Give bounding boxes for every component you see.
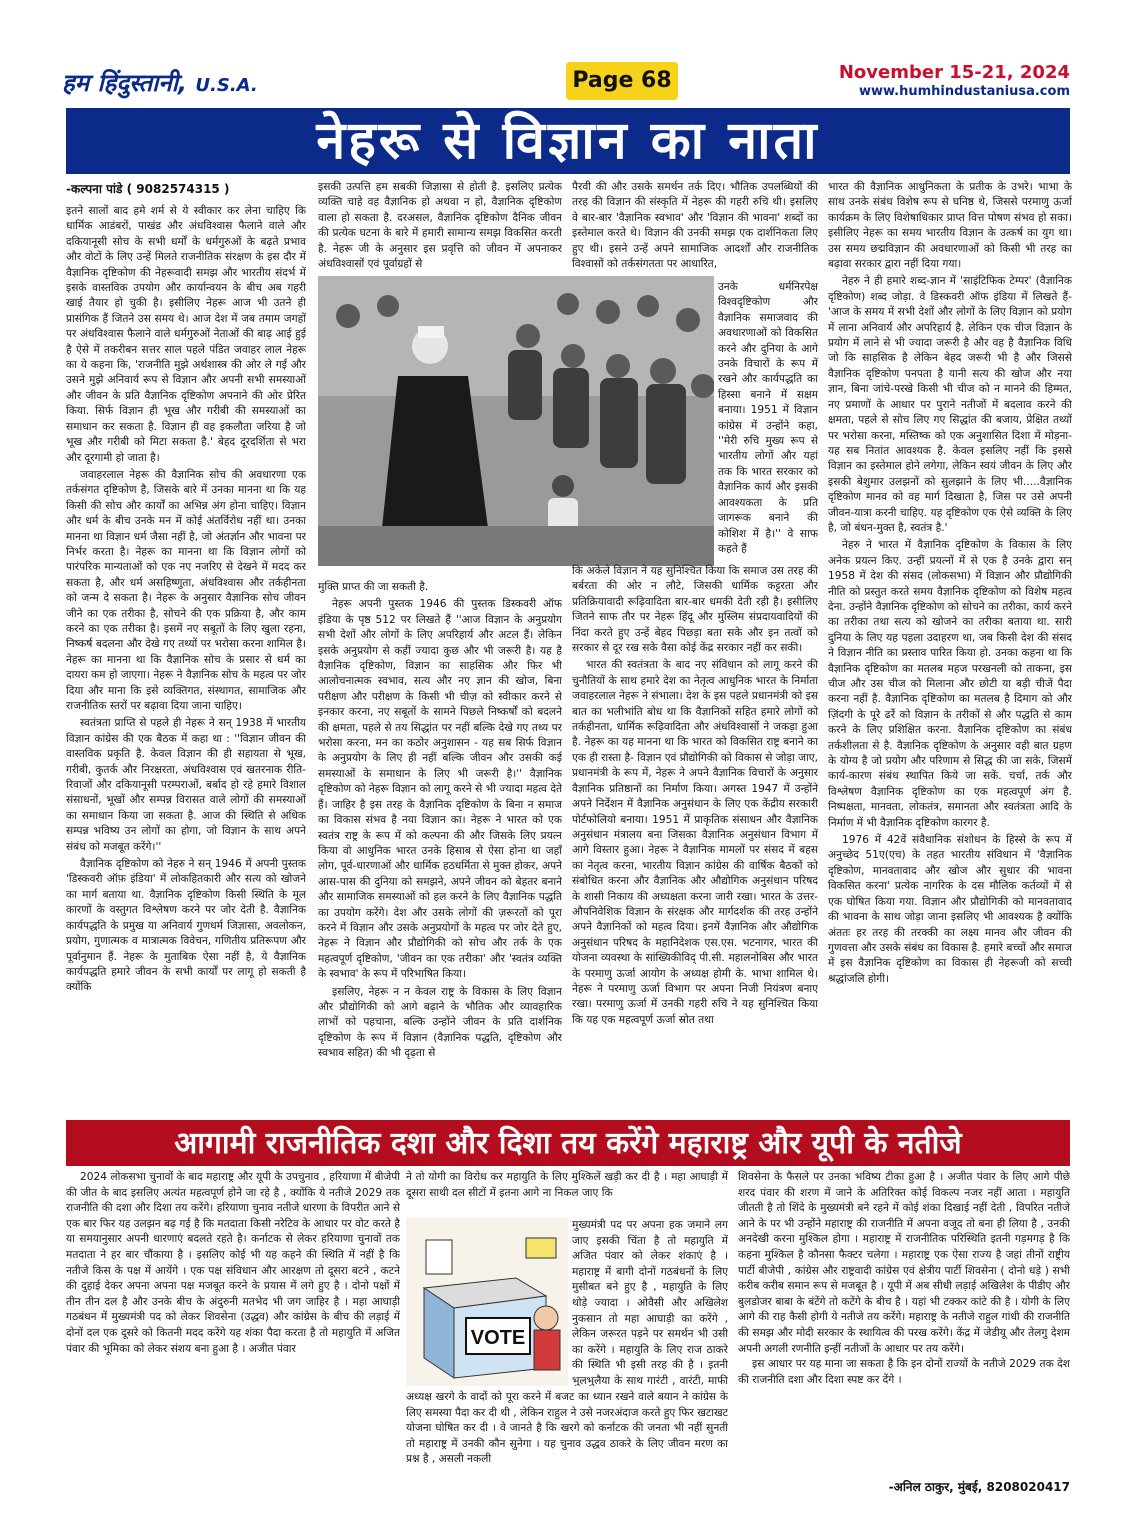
photo-illustration — [318, 276, 714, 566]
paragraph: वैज्ञानिक दृष्टिकोण को नेहरु ने सन् 1946 में अपनी पुस्तक 'डिस्कवरी ऑफ़ इंडिया' में लोकहितकारी और सत्य को खोजने का मार्ग बताया था. वैज्ञानिक दृष्टिकोण किसी स्थिति के मूल कारणों के वस्तुगत विश्लेषण करने पर जोर देती है. वैज्ञानिक कार्यपद्धति के प्रमुख या अनिवार्य गुणधर्म जिज्ञासा, अवलोकन, प्रयोग, गुणात्मक व मात्रात्मक विवेचन, गणितीय प्रतिरूपण और पूर्वानुमान हैं. नेहरू के मुताबिक ऐसा नहीं है, ये वैज्ञानिक कार्यपद्धति हमारे जीवन के सभी कार्यों पर लागू हो सकती है क्योंकि — [66, 858, 306, 994]
nehru-with-children-photo — [318, 276, 714, 566]
paragraph: जवाहरलाल नेहरू की वैज्ञानिक सोच की अवधारणा एक तर्कसंगत दृष्टिकोण है, जिसके बारे में उनका मानना था कि यह किसी की सोच और कार्यों का अभिन्न अंग होना चाहिए। विज्ञान और धर्म के बीच उनके मन में कोई अंतर्विरोध नहीं था। उनका मानना था विज्ञान धर्म जैसा नहीं है, जो अंतर्ज्ञान और भावना पर निर्भर करता है। नेहरू का मानना था कि विज्ञान लोगों को पारंपरिक मान्यताओं को एक नए नजरिए से देखने में मदद कर सकता है, और धर्म असहिष्णुता, अंधविश्वास और तर्कहीनता को जन्म दे सकता है। नेहरू के अनुसार वैज्ञानिक सोच जीवन जीने का एक तरीका है, सोचने की एक प्रक्रिया है, और काम करने का एक तरीका है। इसमें नए सबूतों के लिए खुला रहना, निष्कर्ष बदलना और देखे गए तथ्यों पर भरोसा करना शामिल है। नेहरू का मानना था कि वैज्ञानिक सोच के प्रसार से धर्म का दायरा कम हो जाएगा। नेहरू ने वैज्ञानिक सोच के महत्व पर जोर दिया और माना कि इसे व्यक्तिगत, संस्थागत, सामाजिक और राजनीतिक स्तरों पर बढ़ावा दिया जाना चाहिए। — [66, 468, 306, 712]
paragraph: मुख्यमंत्री पद पर अपना हक जमाने लग जाए इसकी चिंता है तो महायुति में अजित पंवार को लेकर शंकाएं है । महाराष्ट्र में बागी दोनों गठबंधनों के लिए मुसीबत बने हुए है , महायुति के लिए थोड़े ज्यादा । ओवैसी और अखिलेश नुकसान तो महा आघाड़ी का करेंगे , लेकिन जरूरत पड़ने पर समर्थन भी उसी का करेंगे । महायुति के लिए राज ठाकरे की स्थिति भी इसी तरह की है । इतनी भुलभुलैया के साथ गारंटी , वारंटी, माफी — [572, 1219, 728, 1386]
main-headline: नेहरू से विज्ञान का नाता — [316, 111, 820, 171]
paragraph: इस आधार पर यह माना जा सकता है कि इन दोनों राज्यों के नतीजे 2029 तक देश की राजनीति दशा और दिशा स्पष्ट कर देंगे । — [738, 1358, 1070, 1386]
logo-text: हम हिंदुस्तानी, — [62, 69, 188, 97]
vote-label: VOTE — [470, 1327, 526, 1349]
paragraph: नेहरू अपनी पुस्तक 1946 की पुस्तक डिस्कवरी ऑफ इंडिया के पृष्ठ 512 पर लिखते हैं ''आज विज्ञान के अनुप्रयोग सभी देशों और लोगों के लिए अपरिहार्य और अटल हैं। लेकिन इसके अनुप्रयोग से कहीं ज्यादा कुछ और भी जरूरी है। यह है वैज्ञानिक दृष्टिकोण, विज्ञान का साहसिक और फिर भी आलोचनात्मक स्वभाव, सत्य और नए ज्ञान की खोज, बिना परीक्षण और परीक्षण के किसी भी चीज़ को स्वीकार करने से इनकार करना, नए सबूतों के सामने पिछले निष्कर्षों को बदलने की क्षमता, पहले से तय सिद्धांत पर नहीं बल्कि देखे गए तथ्य पर भरोसा करना, मन का कठोर अनुशासन - यह सब सिर्फ विज्ञान के अनुप्रयोग के लिए ही नहीं बल्कि जीवन और उसकी कई समस्याओं के समाधान के लिए भी जरूरी है।'' वैज्ञानिक दृष्टिकोण को नेहरू विज्ञान को लागू करने से भी ज्यादा महत्व देते हैं। जाहिर है इस तरह के वैज्ञानिक दृष्टिकोण के बिना न समाज का विकास संभव है नया विज्ञान का। नेहरू ने भारत को एक स्वतंत्र राष्ट्र के रूप में को कल्पना की और जिसके लिए प्रयत्न किया वो आधुनिक भारत उनके हिसाब से ऐसा होना था जहाँ लोग, पूर्व-धारणाओं और धार्मिक हठधर्मिता से मुक्त होकर, अपने आस-पास की दुनिया को समझने, अपने जीवन को बेहतर बनाने और सामाजिक समस्याओं को हल करने के लिए वैज्ञानिक पद्धति का उपयोग करेंगे। देश और उसके लोगों की ज़रूरतों को पूरा करने में विज्ञान और उसके अनुप्रयोगों के महत्व पर जोर देते हुए, नेहरू ने विज्ञान और प्रौद्योगिकी को सोच और तर्क के एक महत्वपूर्ण दृष्टिकोण, 'जीवन का एक तरीका' और 'स्वतंत्र व्यक्ति के स्वभाव' के रूप में परिभाषित किया। — [318, 598, 562, 981]
paragraph: इसकी उत्पत्ति हम सबकी जिज्ञासा से होती है. इसलिए प्रत्येक व्यक्ति चाहे वह वैज्ञानिक हो अथवा न हो, वैज्ञानिक दृष्टिकोण वाला हो सकता है. दरअसल, वैज्ञानिक दृष्टिकोण दैनिक जीवन की प्रत्येक घटना के बारे में हमारी सामान्य समझ विकसित करती है. नेहरू जी के अनुसार इस प्रवृत्ति को जीवन में अपनाकर अंधविश्वासों एवं पूर्वाग्रहों से — [318, 181, 562, 271]
paragraph: ने तो योगी का विरोध कर महायुति के लिए मुश्किलें खड़ी कर दी है । महा आघाड़ी में दूसरा साथी दल सीटों में इतना आगे ना निकल जाए कि — [406, 1171, 728, 1199]
headline-band — [66, 108, 1070, 174]
article2-column-3 — [738, 1170, 1070, 1476]
paragraph: भारत की वैज्ञानिक आधुनिकता के प्रतीक के उभरे। भाभा के साथ उनके संबंध विशेष रूप से घनिष्ठ थे, जिससे परमाणु ऊर्जा कार्यक्रम के लिए विशेषाधिकार प्राप्त वित्त पोषण संभव हो सका। इसीलिए नेहरू का समय भारतीय विज्ञान के उत्कर्ष का युग था। उस समय छद्मविज्ञान की अवधारणाओं को किसी भी तरह का बढ़ावा सरकार द्वारा नहीं दिया गया। — [828, 181, 1072, 271]
article-column-4 — [828, 180, 1072, 1105]
paragraph: शिवसेना के फैसले पर उनका भविष्य टीका हुआ है । अजीत पंवार के लिए आगे पीछे शरद पंवार की शरण में जाने के अतिरिक्त कोई विकल्प नजर नहीं आता । महायुति जीतती है तो शिंदे के मुख्यमंत्री बने रहने में कोई शंका दिखाई नहीं देती , विपरित नतीजे आने के पर भी उन्होंने महाराष्ट्र की राजनीति में अपना वजूद तो बना ही लिया है , उनकी अनदेखी करना मुश्किल होगा । महाराष्ट्र में राजनीतिक परिस्थिति इतनी गड़मगड़ है कि कहना मुश्किल है कौनसा फैक्टर चलेगा । महाराष्ट्र एक ऐसा राज्य है जहां तीनों राष्ट्रीय पार्टी बीजेपी , कांग्रेस और राष्ट्रवादी कांग्रेस एवं क्षेत्रीय पार्टी शिवसेना ( दोनो धड़े ) सभी करीब करीब समान रूप से मजबूत है । यूपी में अब सीधी लड़ाई अखिलेश के पीडीए और बुलडोजर बाबा के बंटेंगे तो कटेंगे के बीच है । यहां भी टक्कर कांटे की है । योगी के लिए आगे की राह कैसी होगी ये नतीजे तय करेंगे। महाराष्ट्र के नतीजे राहुल गांधी की राजनीति की समझ और मोदी सरकार के स्थायित्व की परख करेंगे। केंद्र में जेडीयू और तेलगु देशम अपनी अगली रणनीति इन्हीं नतीजों के आधार पर तय करेंगे। — [738, 1171, 1070, 1355]
article-column-3-top — [572, 180, 818, 272]
article-column-1 — [66, 204, 306, 1104]
article-column-3-bottom — [572, 564, 818, 1105]
logo-suffix: U.S.A. — [195, 75, 258, 96]
article-column-2-bottom — [318, 580, 562, 1105]
paragraph: मुक्ति प्राप्त की जा सकती है. — [318, 581, 429, 593]
vote-cartoon — [406, 1218, 568, 1386]
paragraph: भारत की स्वतंत्रता के बाद नए संविधान को लागू करने की चुनौतियों के साथ हमारे देश का नेतृत्व आधुनिक भारत के निर्माता जवाहरलाल नेहरू ने संभाला। देश के इस पहले प्रधानमंत्री को इस बात का भलीभांति बोध था कि वैज्ञानिकों सहित हमारे लोगों को तर्कहीनता, धार्मिक रूढ़िवादिता और अंधविश्वासों ने जकड़ा हुआ है. नेहरू का यह मानना था कि भारत को विकसित राष्ट्र बनाने का एक ही रास्ता है- विज्ञान एवं प्रौद्योगिकी को विकास से जोड़ा जाए, प्रधानमंत्री के रूप में, नेहरू ने अपने वैज्ञानिक विचारों के अनुसार वैज्ञानिक प्रतिष्ठानों का निर्माण किया। अगस्त 1947 में उन्होंने अपने निर्देशन में वैज्ञानिक अनुसंधान के लिए एक केंद्रीय सरकारी पोर्टफोलियो बनाया। 1951 में प्राकृतिक संसाधन और वैज्ञानिक अनुसंधान मंत्रालय बना जिसका वैज्ञानिक अनुसंधान विभाग में आगे विस्तार हुआ। नेहरू ने वैज्ञानिक मामलों पर संसद में बहस का नेतृत्व करना, भारतीय विज्ञान कांग्रेस की वार्षिक बैठकों को संबोधित करना और वैज्ञानिक और औद्योगिक अनुसंधान परिषद के शासी निकाय की अध्यक्षता करना जारी रखा। भारत के उत्तर-औपनिवेशिक विज्ञान के संरक्षक और मार्गदर्शक की तरह उन्होंने अपने वैज्ञानिकों को महत्व दिया। इनमें वैज्ञानिक और औद्योगिक अनुसंधान परिषद के महानिदेशक एस.एस. भटनागर, भारत की योजना व्यवस्था के सांख्यिकीविद् पी.सी. महालनोबिस और भारत के परमाणु ऊर्जा आयोग के अध्यक्ष होमी के. भाभा शामिल थे। नेहरू ने परमाणु ऊर्जा विभाग पर अपना निजी नियंत्रण बनाए रखा। परमाणु ऊर्जा में उनकी गहरी रुचि ने यह सुनिश्चित किया कि यह एक महत्वपूर्ण ऊर्जा स्रोत तथा — [572, 659, 818, 1026]
article-column-2-top — [318, 180, 562, 272]
paragraph: स्वतंत्रता प्राप्ति से पहले ही नेहरू ने सन् 1938 में भारतीय विज्ञान कांग्रेस की एक बैठक में कहा था : ''विज्ञान जीवन की वास्तविक प्रकृति है. केवल विज्ञान की ही सहायता से भूख, गरीबी, कुतर्क और निरक्षरता, अंधविश्वास एवं खतरनाक रीति-रिवाजों और दकियानूसी परम्पराओं, बर्बाद हो रहे हमारे विशाल संसाधनों, भूखों और सम्पन्न विरासत वाले लोगों की समस्याओं का समाधान किया जा सकता है. आज की स्थिति से अधिक सम्पन्न भविष्य उन लोगों का होगा, जो विज्ञान के साथ अपने संबंध को मजबूत करेंगे।'' — [66, 717, 306, 853]
ballot-box-illustration — [406, 1218, 568, 1386]
page-number-badge: Page 68 — [566, 62, 678, 100]
second-headline: आगामी राजनीतिक दशा और दिशा तय करेंगे महाराष्ट्र और यूपी के नतीजे — [174, 1126, 962, 1161]
paragraph: पैरवी की और उसके समर्थन तर्क दिए। भौतिक उपलब्धियों की तरह की विज्ञान की संस्कृति में नेहरू की गहरी रुचि थी। इसलिए वे बार-बार 'वैज्ञानिक स्वभाव' और 'विज्ञान की भावना' शब्दों का इस्तेमाल करते थे। विज्ञान की उनकी समझ एक दार्शनिकता लिए हुए थी। इसने उन्हें अपने सामाजिक आदर्शों और राजनीतिक विश्वासों को तर्कसंगतता पर आधारित, — [572, 181, 818, 271]
website-link[interactable]: www.humhindustaniusa.com — [858, 84, 1070, 99]
newspaper-logo — [62, 66, 258, 99]
paragraph: इसलिए, नेहरू न न केवल राष्ट्र के विकास के लिए विज्ञान और प्रौद्योगिकी को आगे बढ़ाने के भौतिक और व्यावहारिक लाभों को पहचाना, बल्कि उन्होंने जीवन के प्रति दार्शनिक दृष्टिकोण के रूप में विज्ञान (वैज्ञानिक पद्धति, दृष्टिकोण और स्वभाव सहित) की भी दृढ़ता से — [318, 985, 562, 1060]
paragraph: इतने सालों बाद हमे शर्म से ये स्वीकार कर लेना चाहिए कि धार्मिक आडंबरों, पाखंड और अंधविश्वास फैलाने वाले और दकियानूसी सोच के सभी धर्मों के धर्मगुरुओं के बढ़ते प्रभाव और वोटों के लिए उन्हें मिलते राजनीतिक संरक्षण के इस दौर में वैज्ञानिक दृष्टिकोण की नेहरूवादी समझ और भारतीय संदर्भ में इसके वास्तविक उपयोग और कार्यान्वयन के बीच अब गहरी खाई तैयार हो चुकी है। इसीलिए नेहरू आज भी उतने ही प्रासंगिक हैं जितने उस समय थे। आज देश में जब तमाम जगहों पर अंधविश्वास फैलाने वाले धर्मगुरुओं नेताओं की बाढ़ आई हुई है ऐसे में तकरीबन सत्तर साल पहले पंडित जवाहर लाल नेहरू का ये कहना कि, 'राजनीति मुझे अर्थशास्त्र की ओर ले गई और उसने मुझे अनिवार्य रूप से विज्ञान और अपनी सभी समस्याओं और जीवन के प्रति वैज्ञानिक दृष्टिकोण अपनाने की ओर प्रेरित किया. सिर्फ विज्ञान ही भूख और गरीबी की समस्याओं का समाधान कर सकता है. विज्ञान ही वह इकलौता जरिया है जो भूख और गरीबी को मिटा सकता है.' बेहद दूरदर्शिता से भरा और दूरगामी हो जाता है। — [66, 205, 306, 464]
issue-date: November 15-21, 2024 — [838, 62, 1070, 83]
paragraph: 1976 में 42वें संवैधानिक संशोधन के हिस्से के रूप में अनुच्छेद 51ए(एच) के तहत भारतीय संविधान में 'वैज्ञानिक दृष्टिकोण, मानवतावाद और खोज और सुधार की भावना विकसित करना' प्रत्येक नागरिक के दस मौलिक कर्तव्यों में से एक घोषित किया गया. विज्ञान और प्रौद्योगिकी को मानवतावाद की भावना के साथ जोड़ा जाना इसलिए भी आवश्यक है क्योंकि अंततः हर तरह की तरक्की का लक्ष्य मानव और जीवन की गुणवत्ता और उसके संबंध का विकास है. हमारे बच्चों और समाज में इस वैज्ञानिक दृष्टिकोण का विकास ही नेहरूजी को सच्ची श्रद्धांजलि होगी। — [828, 834, 1072, 985]
paragraph: कि अकेले विज्ञान ने यह सुनिश्चित किया कि समाज उस तरह की बर्बरता की ओर न लौटे, जिसकी धार्मिक कट्टरता और प्रतिक्रियावादी रूढ़िवादिता बार-बार धमकी देती रही है। इसीलिए जितने साफ तौर पर नेहरू हिंदू और मुस्लिम संप्रदायवादियों की निंदा करते हुए उन्हें बेहद पिछड़ा बता सके और इन तत्वों को सरकार से दूर रख सके वैसा कोई केंद्र सरकार नहीं कर सकी। — [572, 565, 818, 655]
author-byline: -कल्पना पांडे ( 9082574315 ) — [66, 182, 230, 196]
author-signature: -अनिल ठाकुर, मुंबई, 8208020417 — [888, 1480, 1070, 1494]
article2-column-2-bottom — [406, 1390, 728, 1500]
paragraph: अध्यक्ष खरगे के वादों को पूरा करने में बजट का ध्यान रखने वाले बयान ने कांग्रेस के लिए समस्या पैदा कर दी थी , लेकिन राहुल ने उसे नजरअंदाज करते हुए फिर खटाखट योजना घोषित कर दी । वे जानते है कि खरगे को कर्नाटक की जनता भी नहीं सुनती तो महाराष्ट्र में उनकी कौन सुनेगा । यह चुनाव उद्धव ठाकरे के लिए जीवन मरण का प्रश्न है , असली नकली — [406, 1391, 728, 1466]
paragraph: नेहरु ने ही हमारे शब्द-ज्ञान में 'साइंटिफिक टेम्पर' (वैज्ञानिक दृष्टिकोण) शब्द जोड़ा. वे डिस्कवरी ऑफ इंडिया में लिखते हैं- 'आज के समय में सभी देशों और लोगों के लिए विज्ञान को प्रयोग में लाना अनिवार्य और अपरिहार्य है. लेकिन एक चीज विज्ञान के प्रयोग में लाने से भी ज्यादा जरूरी है और वह है वैज्ञानिक विधि जो कि साहसिक है लेकिन बेहद जरूरी भी है और जिससे वैज्ञानिक दृष्टिकोण पनपता है यानी सत्य की खोज और नया ज्ञान, बिना जांचे-परखे किसी भी चीज को न मानने की हिम्मत, नए प्रमाणों के आधार पर पुराने नतीजों में बदलाव करने की क्षमता, पहले से सोच लिए गए सिद्धांत की बजाय, प्रेक्षित तथ्यों पर भरोसा करना, मस्तिष्क को एक अनुशासित दिशा में मोड़ना- यह सब नितांत आवश्यक है. केवल इसलिए नहीं कि इससे विज्ञान का इस्तेमाल होने लगेगा, लेकिन स्वयं जीवन के लिए और इसकी बेशुमार उलझनों को सुलझाने के लिए भी.....वैज्ञानिक दृष्टिकोण मानव को वह मार्ग दिखाता है, जिस पर उसे अपनी जीवन-यात्रा करनी चाहिए. यह दृष्टिकोण एक ऐसे व्यक्ति के लिए है, जो बंधन-मुक्त है, स्वतंत्र है.' — [828, 275, 1072, 534]
second-headline-band — [66, 1120, 1070, 1166]
paragraph: 2024 लोकसभा चुनावों के बाद महाराष्ट्र और यूपी के उपचुनाव , हरियाणा में बीजेपी की जीत के बाद इसलिए अत्यंत महत्वपूर्ण होने जा रहे है , क्योंकि ये नतीजे 2029 तक राजनीति की दशा और दिशा तय करेंगे। हरियाणा चुनाव नतीजे धारणा के विपरीत आने से एक बार फिर यह उलझन बढ़ गई है कि मतदाता किसी नरेटिव के आधार पर वोट करते है या समयानुसार अपनी धारणाएं बदलते रहते है। कर्नाटक से लेकर हरियाणा चुनावों तक मतदाता ने हर बार चौंकाया है । इसलिए कोई भी यह कहने की स्थिति में नहीं है कि नतीजे किस के पक्ष में आयेंगे । एक पक्ष संविधान और आरक्षण तो दूसरा बटने , कटने की दुहाई देकर अपना अपना पक्ष मजबूत करने के प्रयास में लगे हुए है । दोनो पक्षों में तीन तीन दल है और उनके बीच के अंदुरुनी मतभेद भी जग जाहिर है । महा आघाड़ी गठबंधन में मुख्यमंत्री पद को लेकर शिवसेना (उद्धव) और कांग्रेस के बीच की लड़ाई में दोनों दल एक दूसरे को कितनी मदद करेंगे यह शंका पैदा करता है तो महायुति में अजित पंवार की भूमिका को लेकर संशय बना हुआ है । अजीत पंवार — [66, 1171, 400, 1355]
article2-column-2-side — [572, 1218, 728, 1386]
article2-column-2-top — [406, 1170, 728, 1216]
article-column-3-side — [718, 280, 818, 560]
paragraph: नेहरु ने भारत में वैज्ञानिक दृष्टिकोण के विकास के लिए अनेक प्रयत्न किए. उन्हीं प्रयत्नों में से एक है उनके द्वारा सन् 1958 में देश की संसद (लोकसभा) में विज्ञान और प्रौद्योगिकी नीति को प्रस्तुत करते समय वैज्ञानिक दृष्टिकोण को विशेष महत्व देना. उन्होंने वैज्ञानिक दृष्टिकोण को सोचने का तरीका, कार्य करने का तरीका तथा सत्य को खोजने का तरीका बताया था. सारी दुनिया के लिए यह पहला उदाहरण था, जब किसी देश की संसद ने विज्ञान नीति का प्रस्ताव पारित किया हो. उनका कहना था कि वैज्ञानिक दृष्टिकोण का मतलब महज परखनली को ताकना, इस चीज और उस चीज को मिलाना और छोटी या बड़ी चीजें पैदा करना नहीं है. वैज्ञानिक दृष्टिकोण का मतलब है दिमाग को और ज़िंदगी के पूरे ढर्रे को विज्ञान के तरीकों से और पद्धति से काम करने के लिए प्रशिक्षित करना. वैज्ञानिक दृष्टिकोण का संबंध तर्कशीलता से है. वैज्ञानिक दृष्टिकोण के अनुसार वही बात ग्रहण के योग्य है जो प्रयोग और परिणाम से सिद्ध की जा सके, जिसमें कार्य-कारण संबंध स्थापित किये जा सकें. चर्चा, तर्क और विश्लेषण वैज्ञानिक दृष्टिकोण का एक महत्वपूर्ण अंग है. निष्पक्षता, मानवता, लोकतंत्र, समानता और स्वतंत्रता आदि के निर्माण में भी वैज्ञानिक दृष्टिकोण कारगर है. — [828, 539, 1072, 829]
article2-column-1 — [66, 1170, 400, 1500]
paragraph: उनके धर्मनिरपेक्ष विश्वदृष्टिकोण और वैज्ञानिक समाजवाद की अवधारणाओं को विकसित करने और दुनिया के आगे उनके विचारों के रूप में रखने और कार्यपद्धति का हिस्सा बनाने में सक्षम बनाया। 1951 में विज्ञान कांग्रेस में उन्होंने कहा, ''मेरी रुचि मुख्य रूप से भारतीय लोगों और यहां तक कि भारत सरकार को वैज्ञानिक कार्य और इसकी आवश्यकता के प्रति जागरूक बनाने की कोशिश में है।'' वे साफ कहते हैं — [718, 281, 818, 555]
